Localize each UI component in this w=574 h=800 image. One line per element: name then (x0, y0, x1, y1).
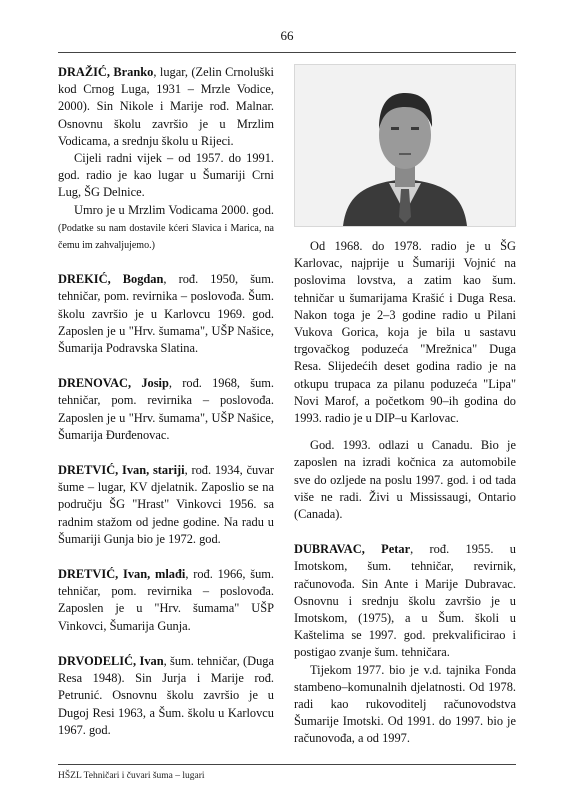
entry-drenovac (58, 375, 274, 444)
entry-dubravac (294, 541, 516, 747)
entry-drazic (58, 64, 274, 253)
entry-text: , rođ. 1955. u Imotskom, šum. tehničar, revirnik, računovođa. Sin Ante i Marije Dubravac. Osnovnu i srednju školu završio je u Imotskom, (1975), a u Šum. školi u Kaštelima se 1997. god. prekvalificirao i postigao zvanje šum. tehničara. (294, 542, 516, 660)
page-number: 66 (280, 28, 294, 43)
left-column (58, 64, 274, 757)
header-divider (58, 52, 516, 53)
entry-paragraph: Umro je u Mrzlim Vodicama 2000. god. (74, 202, 274, 217)
portrait-photo (294, 64, 516, 227)
entry-text: , rođ. 1966, šum. tehničar, pom. revirnika – poslovođa. Zaposlen je u "Hrv. šumama" UŠP Vinkovci, Šumarija Gunja. (58, 567, 275, 633)
running-footer: HŠZL Tehničari i čuvari šuma – lugari (58, 771, 205, 781)
entry-drekic (58, 271, 274, 357)
entry-paragraph: Tijekom 1977. bio je v.d. tajnika Fonda stambeno–komunalnih djelatnosti. Od 1978. radi kao rukovoditelj računovodstva Šumarije Imotski. Od 1991. do 1997. bio je računovođa, a od 1997. (294, 662, 516, 746)
entry-name: DREKIĆ, Bogdan (58, 272, 164, 287)
entry-text: , rođ. 1950, šum. tehničar, pom. revirnika – poslovođa. Šum. školu završio je u Karlovcu 1969. god. Zaposlen je u "Hrv. šumama", UŠP Našice, Šumarija Podravska Slatina. (58, 272, 274, 356)
entry-text: , lugar, (Zelin Crnoluški kod Crnog Luga, 1931 – Mrzle Vodice, 2000). Sin Nikole i Marije rođ. Malnar. Osnovnu školu završio je u Mrzlim Vodicama, a srednju školu u Rijeci. (58, 65, 274, 148)
entry-paragraph: Cijeli radni vijek – od 1957. do 1991. god. radio je kao lugar u Šumariji Crni Lug, ŠG Delnice. (58, 151, 274, 200)
entry-dretvic-stariji (58, 462, 274, 548)
portrait-photo-icon (295, 65, 515, 226)
entry-drvodelic (58, 653, 274, 739)
entry-dretvic-mladi (58, 566, 274, 635)
entry-text: , rođ. 1934, čuvar šume – lugar, KV djelatnik. Zaposlio se na području ŠG "Hrast" Vinkovci 1956. sa radnim stažom od jedne godine. Na radu u Šumariji Gunja bio je 1972. god. (58, 463, 275, 546)
entry-text: , rođ. 1968, šum. tehničar, pom. revirnika – poslovođa. Zaposlen je u "Hrv. šumama", UŠP Našice, Šumarija Đurđenovac. (58, 376, 274, 442)
entry-name: DRVODELIĆ, Ivan (58, 653, 164, 668)
entry-name: DUBRAVAC, Petar (294, 542, 411, 557)
right-column (294, 238, 516, 766)
entry-note: (Podatke su nam dostavile kćeri Slavica i Marica, na čemu im zahvaljujemo.) (58, 222, 274, 252)
entry-name: DRETVIĆ, Ivan, stariji (58, 463, 185, 478)
entry-name: DRETVIĆ, Ivan, mlađi (58, 567, 186, 582)
entry-paragraph: Od 1968. do 1978. radio je u ŠG Karlovac, najprije u Šumariji Vojnić na poslovima lovstva, a zatim kao šum. tehničar u šumarijama Krašić i Duga Resa. Nakon toga je 2–3 godine radio u Pilani Vukova Gorica, koja je bila u sastavu trgovačkog poduzeća "Mrežnica" Duga Resa. Slijedećih deset godina radio je na otkupu trupaca za pilanu poduzeća "Lipa" Novi Marof, a početkom 90–ih godina do 1993. radio je u DIP–u Karlovac. (294, 239, 516, 426)
entry-name: DRENOVAC, Josip (58, 376, 169, 391)
entry-text: , šum. tehničar, (Duga Resa 1948). Sin Jurja i Marije rođ. Petrunić. Osnovnu školu završio je u Dugoj Resi 1963, a Šum. školu u Karlovcu 1967. god. (58, 653, 274, 737)
entry-name: DRAŽIĆ, Branko (58, 65, 154, 79)
footer-divider (58, 764, 516, 765)
entry-paragraph: God. 1993. odlazi u Canadu. Bio je zaposlen na izradi kočnica za automobile sve do ozljede na poslu 1997. god. i od tada više ne radi. Živi u Mississaugi, Ontario (Canada). (294, 438, 516, 522)
